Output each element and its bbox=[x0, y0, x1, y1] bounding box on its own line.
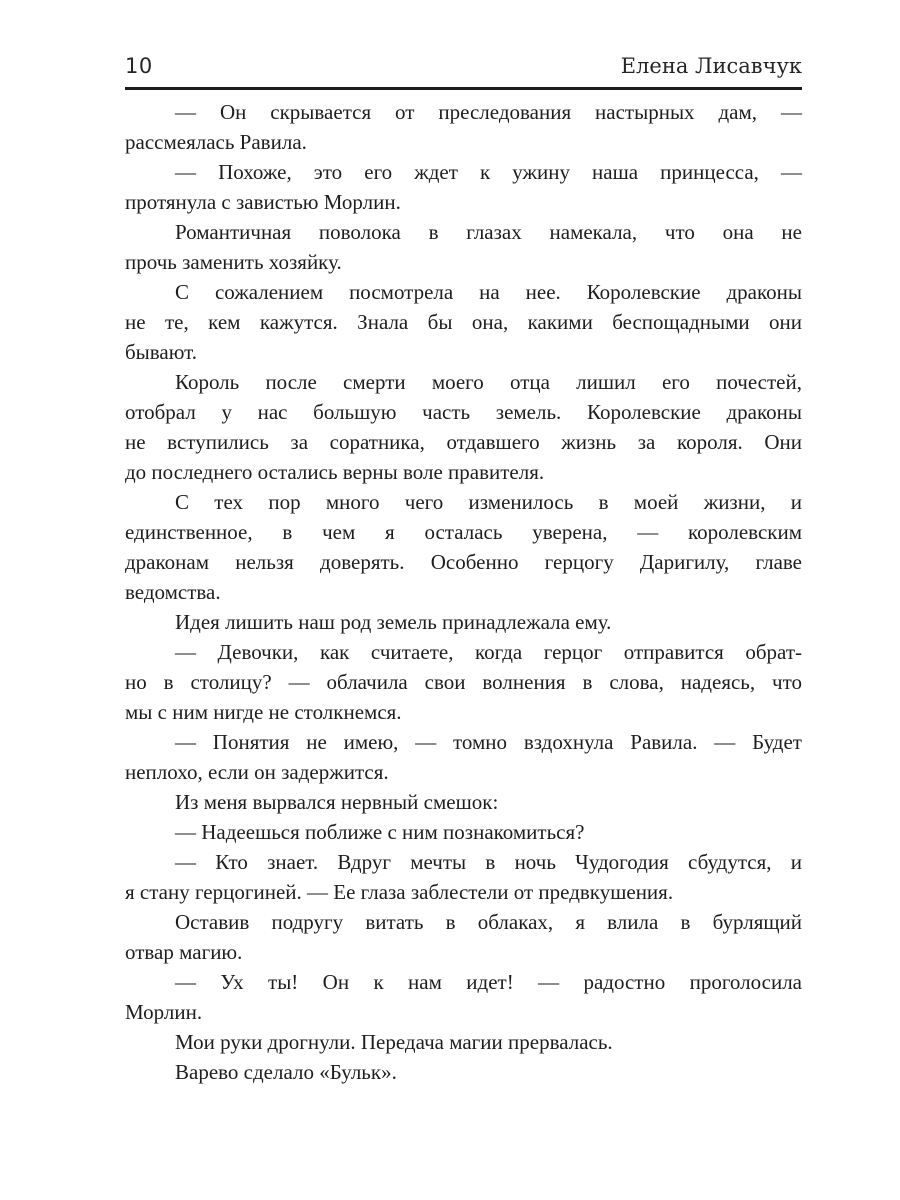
text-line: единственное, в чем я осталась уверена, — королевским bbox=[125, 520, 802, 544]
paragraph bbox=[125, 1027, 802, 1057]
paragraph bbox=[125, 487, 802, 607]
paragraph bbox=[125, 787, 802, 817]
text-line: мы с ним нигде не столкнемся. bbox=[125, 700, 402, 724]
text-line: я стану герцогиней. — Ее глаза заблестели от предвкушения. bbox=[125, 880, 674, 904]
text-line: — Девочки, как считаете, когда герцог отправится обрат- bbox=[175, 640, 802, 664]
paragraph bbox=[125, 907, 802, 967]
text-line: — Он скрывается от преследования настырных дам, — bbox=[175, 100, 802, 124]
text-line: прочь заменить хозяйку. bbox=[125, 250, 342, 274]
text-line: протянула с завистью Морлин. bbox=[125, 190, 401, 214]
header-rule bbox=[125, 87, 802, 90]
text-line: Романтичная поволока в глазах намекала, что она не bbox=[175, 220, 802, 244]
book-page bbox=[125, 0, 802, 1087]
author-name: Елена Лисавчук bbox=[620, 54, 802, 78]
text-line: отвар магию. bbox=[125, 940, 243, 964]
text-line: не те, кем кажутся. Знала бы она, какими беспощадными они bbox=[125, 310, 802, 334]
text-line: С тех пор много чего изменилось в моей жизни, и bbox=[175, 490, 802, 514]
text-line: рассмеялась Равила. bbox=[125, 130, 307, 154]
text-line: Мои руки дрогнули. Передача магии прервалась. bbox=[175, 1030, 613, 1054]
text-line: бывают. bbox=[125, 340, 198, 364]
page-number: 10 bbox=[125, 54, 153, 78]
paragraph bbox=[125, 97, 802, 157]
paragraph bbox=[125, 1057, 802, 1087]
text-line: не вступились за соратника, отдавшего жизнь за короля. Они bbox=[125, 430, 802, 454]
text-line: Морлин. bbox=[125, 1000, 203, 1024]
text-line: — Ух ты! Он к нам идет! — радостно проголосила bbox=[175, 970, 802, 994]
paragraph bbox=[125, 817, 802, 847]
text-line: отобрал у нас большую часть земель. Королевские драконы bbox=[125, 400, 802, 424]
paragraph bbox=[125, 727, 802, 787]
text-line: Из меня вырвался нервный смешок: bbox=[175, 790, 499, 814]
text-line: ведомства. bbox=[125, 580, 221, 604]
paragraph bbox=[125, 217, 802, 277]
text-line: — Похоже, это его ждет к ужину наша принцесса, — bbox=[175, 160, 802, 184]
text-line: Варево сделало «Бульк». bbox=[175, 1060, 397, 1084]
paragraph bbox=[125, 967, 802, 1027]
text-line: до последнего остались верны воле правителя. bbox=[125, 460, 545, 484]
paragraph bbox=[125, 607, 802, 637]
page-text bbox=[125, 97, 802, 1087]
paragraph bbox=[125, 277, 802, 367]
paragraph bbox=[125, 157, 802, 217]
text-line: Оставив подругу витать в облаках, я влила в бурлящий bbox=[175, 910, 802, 934]
text-line: но в столицу? — облачила свои волнения в слова, надеясь, что bbox=[125, 670, 802, 694]
text-line: — Надеешься поближе с ним познакомиться? bbox=[175, 820, 585, 844]
text-line: неплохо, если он задержится. bbox=[125, 760, 389, 784]
text-line: — Понятия не имею, — томно вздохнула Равила. — Будет bbox=[175, 730, 802, 754]
text-line: С сожалением посмотрела на нее. Королевские драконы bbox=[175, 280, 802, 304]
page-header bbox=[125, 54, 802, 82]
text-line: драконам нельзя доверять. Особенно герцогу Даригилу, главе bbox=[125, 550, 802, 574]
paragraph bbox=[125, 637, 802, 727]
paragraph bbox=[125, 847, 802, 907]
text-line: Идея лишить наш род земель принадлежала ему. bbox=[175, 610, 612, 634]
text-line: — Кто знает. Вдруг мечты в ночь Чудогодия сбудутся, и bbox=[175, 850, 802, 874]
paragraph bbox=[125, 367, 802, 487]
text-line: Король после смерти моего отца лишил его почестей, bbox=[175, 370, 802, 394]
